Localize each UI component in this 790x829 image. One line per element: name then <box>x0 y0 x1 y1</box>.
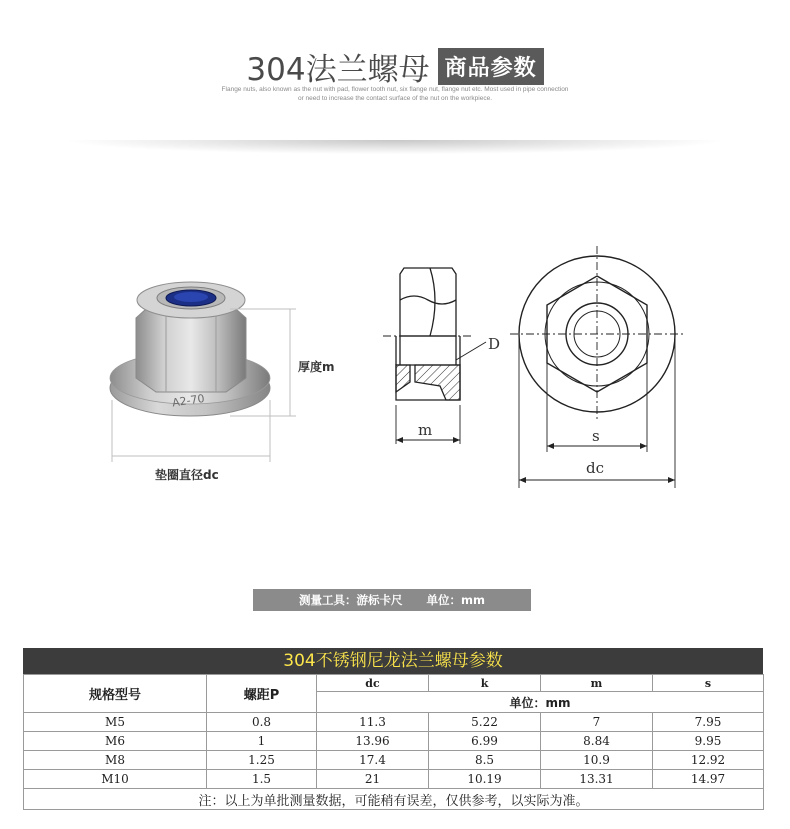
drawing-label-dc: dc <box>586 459 605 477</box>
title-badge: 商品参数 <box>438 48 544 85</box>
table-title: 304不锈钢尼龙法兰螺母参数 <box>23 648 763 674</box>
cell-k: 6.99 <box>429 732 541 751</box>
cell-m: 10.9 <box>541 751 653 770</box>
cell-s: 12.92 <box>653 751 764 770</box>
page-title: 304法兰螺母 <box>246 52 430 88</box>
top-view-drawing <box>510 246 684 488</box>
header-dc: dc <box>317 675 429 692</box>
thickness-label: 厚度m <box>298 360 335 374</box>
table-row <box>24 751 764 770</box>
subtitle-line-2: or need to increase the contact surface of the nut on the workpiece. <box>297 95 493 102</box>
cell-k: 10.19 <box>429 770 541 789</box>
cell-spec: M5 <box>24 713 207 732</box>
cell-m: 8.84 <box>541 732 653 751</box>
table-row <box>24 770 764 789</box>
cell-dc: 17.4 <box>317 751 429 770</box>
cell-k: 8.5 <box>429 751 541 770</box>
cell-spec: M8 <box>24 751 207 770</box>
nut-photo <box>110 282 270 416</box>
header-m: m <box>541 675 653 692</box>
drawing-label-m: m <box>418 421 433 439</box>
photo-marking: A2-70 <box>171 392 206 410</box>
cell-dc: 11.3 <box>317 713 429 732</box>
cell-k: 5.22 <box>429 713 541 732</box>
cell-spec: M6 <box>24 732 207 751</box>
table-header-row <box>24 675 764 692</box>
header-spec: 规格型号 <box>24 675 207 713</box>
cell-spec: M10 <box>24 770 207 789</box>
subtitle-line-1: Flange nuts, also known as the nut with pad, flower tooth nut, six flange nut, flange nut etc. Most used in pipe connection <box>221 86 569 93</box>
spec-table <box>23 674 764 810</box>
cell-dc: 21 <box>317 770 429 789</box>
spec-table-section <box>23 648 763 810</box>
cell-s: 9.95 <box>653 732 764 751</box>
table-row <box>24 713 764 732</box>
cell-s: 7.95 <box>653 713 764 732</box>
drawing-label-d: D <box>488 335 501 353</box>
cell-pitch: 1.5 <box>207 770 317 789</box>
cell-pitch: 0.8 <box>207 713 317 732</box>
table-footnote: 注：以上为单批测量数据，可能稍有误差，仅供参考，以实际为准。 <box>24 789 764 810</box>
cell-pitch: 1 <box>207 732 317 751</box>
side-view-drawing <box>383 268 486 444</box>
table-row <box>24 732 764 751</box>
drawing-label-s: s <box>592 427 600 445</box>
header-s: s <box>653 675 764 692</box>
cell-m: 13.31 <box>541 770 653 789</box>
unit-label: 单位：mm <box>317 692 764 713</box>
cell-dc: 13.96 <box>317 732 429 751</box>
washer-diameter-label: 垫圈直径dc <box>155 468 219 482</box>
header-k: k <box>429 675 541 692</box>
cell-pitch: 1.25 <box>207 751 317 770</box>
header-pitch: 螺距P <box>207 675 317 713</box>
measure-tool-banner: 测量工具：游标卡尺 单位：mm <box>253 589 531 611</box>
cell-s: 14.97 <box>653 770 764 789</box>
cell-m: 7 <box>541 713 653 732</box>
footnote-row <box>24 789 764 810</box>
